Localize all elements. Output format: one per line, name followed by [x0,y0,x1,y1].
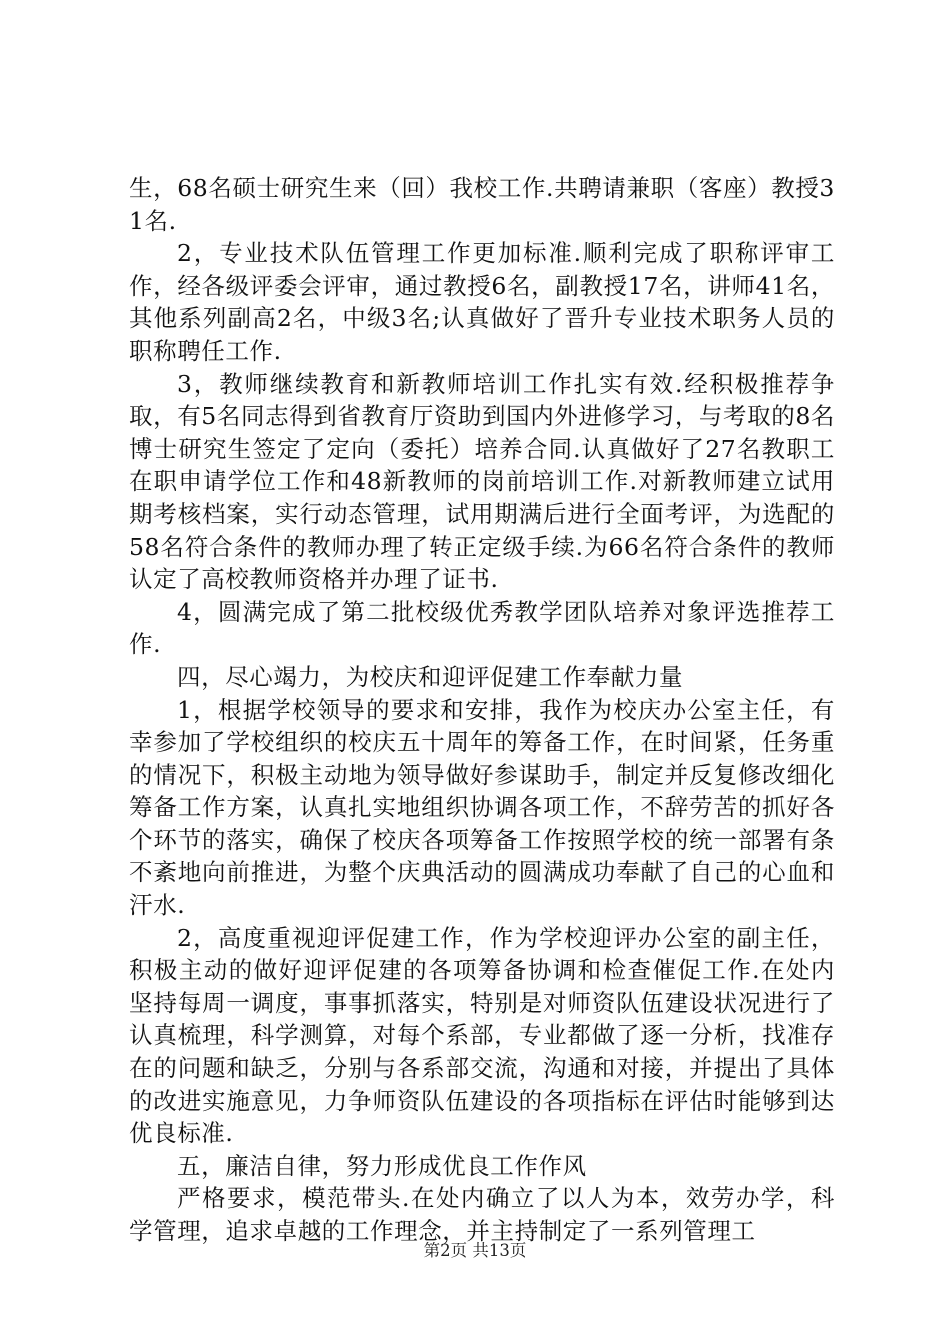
section-heading: 四，尽心竭力，为校庆和迎评促建工作奉献力量 [177,662,684,691]
body-text [129,172,835,1248]
paragraph: 2，专业技术队伍管理工作更加标准.顺利完成了职称评审工作，经各级评委会评审，通过教授6名，副教授17名，讲师41名，其他系列副高2名，中级3名;认真做好了晋升专业技术职务人员的职称聘任工作. [129,239,835,365]
paragraph: 1，根据学校领导的要求和安排，我作为校庆办公室主任，有幸参加了学校组织的校庆五十周年的筹备工作，在时间紧，任务重的情况下，积极主动地为领导做好参谋助手，制定并反复修改细化筹备工作方案，认真扎实地组织协调各项工作，不辞劳苦的抓好各个环节的落实，确保了校庆各项筹备工作按照学校的统一部署有条不紊地向前推进，为整个庆典活动的圆满成功奉献了自己的心血和汗水. [129,695,835,920]
paragraph: 严格要求，模范带头.在处内确立了以人为本，效劳办学，科学管理，追求卓越的工作理念，并主持制定了一系列管理工 [129,1184,835,1245]
paragraph: 生，68名硕士研究生来（回）我校工作.共聘请兼职（客座）教授31名. [129,174,835,235]
page-number: 第2页 共13页 [423,1241,527,1260]
paragraph: 2，高度重视迎评促建工作，作为学校迎评办公室的副主任，积极主动的做好迎评促建的各项筹备协调和检查催促工作.在处内坚持每周一调度，事事抓落实，特别是对师资队伍建设状况进行了认真梳理，科学测算，对每个系部，专业都做了逐一分析，找准存在的问题和缺乏，分别与各系部交流，沟通和对接，并提出了具体的改进实施意见，力争师资队伍建设的各项指标在评估时能够到达优良标准. [129,923,835,1148]
section-heading: 五，廉洁自律，努力形成优良工作作风 [177,1151,587,1180]
paragraph: 3，教师继续教育和新教师培训工作扎实有效.经积极推荐争取，有5名同志得到省教育厅资助到国内外进修学习，与考取的8名博士研究生签定了定向（委托）培养合同.认真做好了27名教职工在职申请学位工作和48新教师的岗前培训工作.对新教师建立试用期考核档案，实行动态管理，试用期满后进行全面考评，为选配的58名符合条件的教师办理了转正定级手续.为66名符合条件的教师认定了高校教师资格并办理了证书. [129,369,835,594]
paragraph: 4，圆满完成了第二批校级优秀教学团队培养对象评选推荐工作. [129,597,835,659]
